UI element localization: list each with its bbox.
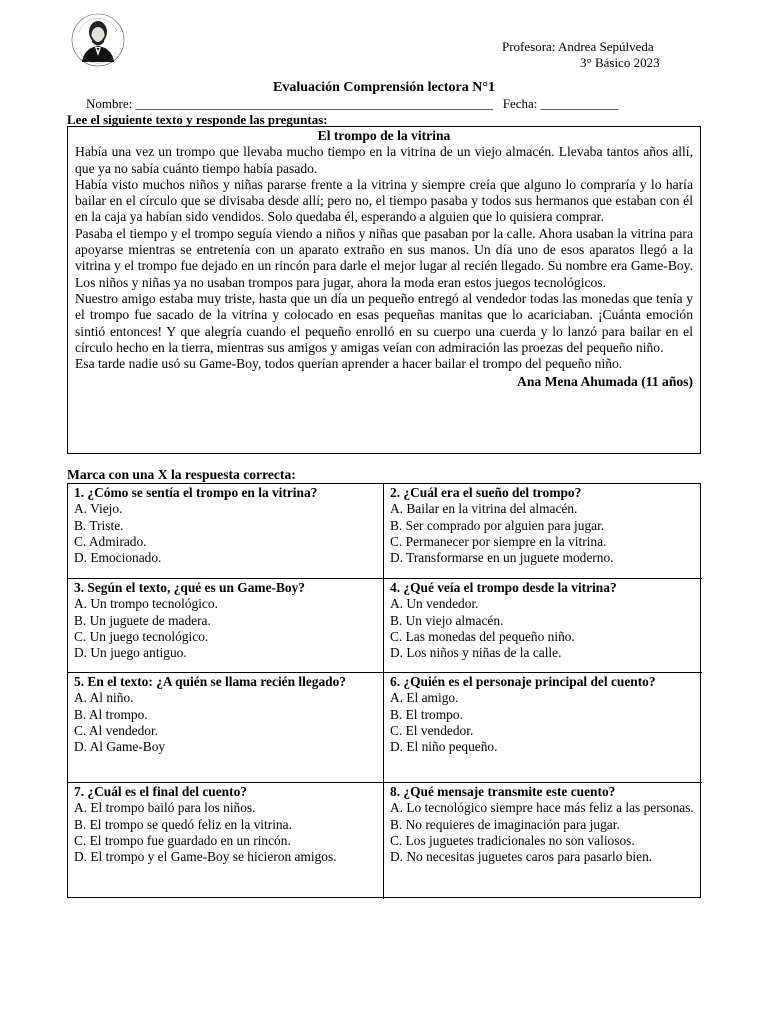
question-cell	[384, 782, 702, 899]
answer-option[interactable]: C. El vendedor.	[390, 722, 474, 738]
story-paragraph: Nuestro amigo estaba muy triste, hasta que un día un pequeño entregó al vendedor todas las monedas que tenía y el trompo fue sacado de la vitrina y colocado en esas pequeñas manitas que lo acariciaban. ¡Cuánta emoción sintió entonces! Y que alegría cuando el pequeño enrolló en su cuerpo una cuerda y lo lanzó para bailar en el círculo hecho en la tierra, mientras sus amigos y amigas veían con admiración las proezas del pequeño niño.	[75, 290, 693, 355]
story-paragraph: Esa tarde nadie usó su Game-Boy, todos querían aprender a hacer bailar el trompo del pequeño niño.	[75, 356, 623, 372]
answer-option[interactable]: D. Los niños y niñas de la calle.	[390, 645, 562, 661]
question-text: 1. ¿Cómo se sentía el trompo en la vitrina?	[74, 485, 318, 500]
answer-option[interactable]: D. Emocionado.	[74, 550, 162, 566]
question-text: 4. ¿Qué veía el trompo desde la vitrina?	[390, 580, 617, 595]
answer-option[interactable]: B. Ser comprado por alguien para jugar.	[390, 517, 605, 533]
story-paragraph: Pasaba el tiempo y el trompo seguía viendo a niños y niñas que pasaban por la calle. Ahora usaban la vitrina para apoyarse mientras se entretenía con un aparato extraño en sus manos. Un día uno de esos aparatos llegó a la vitrina y el trompo fue dejado en un rincón para darle el mejor lugar al recién llegado. Su nombre era Game-Boy. Los niños y niñas ya no usaban trompos para jugar, ahora la moda eran estos juegos tecnológicos.	[75, 225, 693, 290]
answer-option[interactable]: A. Lo tecnológico siempre hace más feliz a las personas.	[390, 800, 694, 816]
answer-option[interactable]: B. Un juguete de madera.	[74, 612, 211, 628]
answer-option[interactable]: D. Al Game-Boy	[74, 739, 166, 755]
page-title: Evaluación Comprensión lectora N°1	[273, 80, 495, 95]
answer-option[interactable]: A. Viejo.	[74, 501, 123, 517]
question-text: 5. En el texto: ¿A quién se llama recién llegado?	[74, 674, 347, 689]
question-text: 6. ¿Quién es el personaje principal del cuento?	[390, 674, 656, 689]
answer-option[interactable]: B. Triste.	[74, 517, 124, 533]
reading-instruction: Lee el siguiente texto y responde las preguntas:	[67, 112, 328, 127]
story-paragraph: Había visto muchos niños y niñas pararse frente a la vitrina y siempre creía que alguno lo compraría y lo haría bailar en el círculo que se divisaba desde allí; pero no, el tiempo pasaba y todos sus hermanos que estaban con él en la caja ya habían sido vendidos. Solo quedaba él, esperando a alguien que lo quisiera comprar.	[75, 176, 693, 225]
answer-option[interactable]: D. No necesitas juguetes caros para pasarlo bien.	[390, 849, 653, 865]
question-text: 2. ¿Cuál era el sueño del trompo?	[390, 485, 582, 500]
header-info	[502, 39, 660, 71]
question-text: 7. ¿Cuál es el final del cuento?	[74, 784, 247, 799]
answer-option[interactable]: A. Bailar en la vitrina del almacén.	[390, 501, 578, 517]
answer-option[interactable]: C. El trompo fue guardado en un rincón.	[74, 832, 291, 848]
grade-year: 3° Básico 2023	[580, 55, 660, 70]
teacher-name: Profesora: Andrea Sepúlveda	[502, 39, 654, 54]
question-cell	[384, 672, 702, 782]
answer-option[interactable]: D. Un juego antiguo.	[74, 645, 187, 661]
answer-option[interactable]: C. Al vendedor.	[74, 722, 159, 738]
answer-option[interactable]: C. Las monedas del pequeño niño.	[390, 628, 575, 644]
story-paragraph: Había una vez un trompo que llevaba mucho tiempo en la vitrina de un viejo almacén. Llevaba tantos años allí, que ya no sabía cuánto tiempo había pasado.	[75, 144, 693, 176]
answer-option[interactable]: D. Transformarse en un juguete moderno.	[390, 550, 614, 566]
answer-option[interactable]: A. El trompo bailó para los niños.	[74, 800, 256, 816]
answer-option[interactable]: B. El trompo se quedó feliz en la vitrina.	[74, 816, 292, 832]
answer-option[interactable]: C. Un juego tecnológico.	[74, 628, 209, 644]
questions-grid	[67, 483, 701, 898]
question-text: 8. ¿Qué mensaje transmite este cuento?	[390, 784, 616, 799]
name-date-line[interactable]: Nombre: _______________________________________________________ Fecha: ____________	[86, 96, 619, 111]
answer-option[interactable]: B. Un viejo almacén.	[390, 612, 504, 628]
question-cell	[384, 484, 702, 578]
answer-option[interactable]: A. Al niño.	[74, 690, 134, 706]
answer-option[interactable]: C. Permanecer por siempre en la vitrina.	[390, 533, 607, 549]
questions-instruction: Marca con una X la respuesta correcta:	[67, 467, 296, 482]
answer-option[interactable]: C. Los juguetes tradicionales no son valiosos.	[390, 832, 635, 848]
answer-option[interactable]: A. El amigo.	[390, 690, 459, 706]
question-cell	[68, 672, 384, 782]
answer-option[interactable]: A. Un vendedor.	[390, 596, 479, 612]
question-text: 3. Según el texto, ¿qué es un Game-Boy?	[74, 580, 305, 595]
question-cell	[68, 484, 384, 578]
answer-option[interactable]: D. El niño pequeño.	[390, 739, 498, 755]
school-logo	[70, 12, 126, 68]
question-cell	[68, 578, 384, 672]
answer-option[interactable]: B. Al trompo.	[74, 706, 148, 722]
story-author: Ana Mena Ahumada (11 años)	[517, 374, 693, 390]
story-box	[67, 126, 701, 454]
question-cell	[384, 578, 702, 672]
answer-option[interactable]: B. El trompo.	[390, 706, 463, 722]
answer-option[interactable]: B. No requieres de imaginación para jugar.	[390, 816, 620, 832]
answer-option[interactable]: A. Un trompo tecnológico.	[74, 596, 218, 612]
answer-option[interactable]: D. El trompo y el Game-Boy se hicieron amigos.	[74, 849, 337, 865]
story-title: El trompo de la vitrina	[317, 128, 451, 143]
question-cell	[68, 782, 384, 899]
answer-option[interactable]: C. Admirado.	[74, 533, 147, 549]
